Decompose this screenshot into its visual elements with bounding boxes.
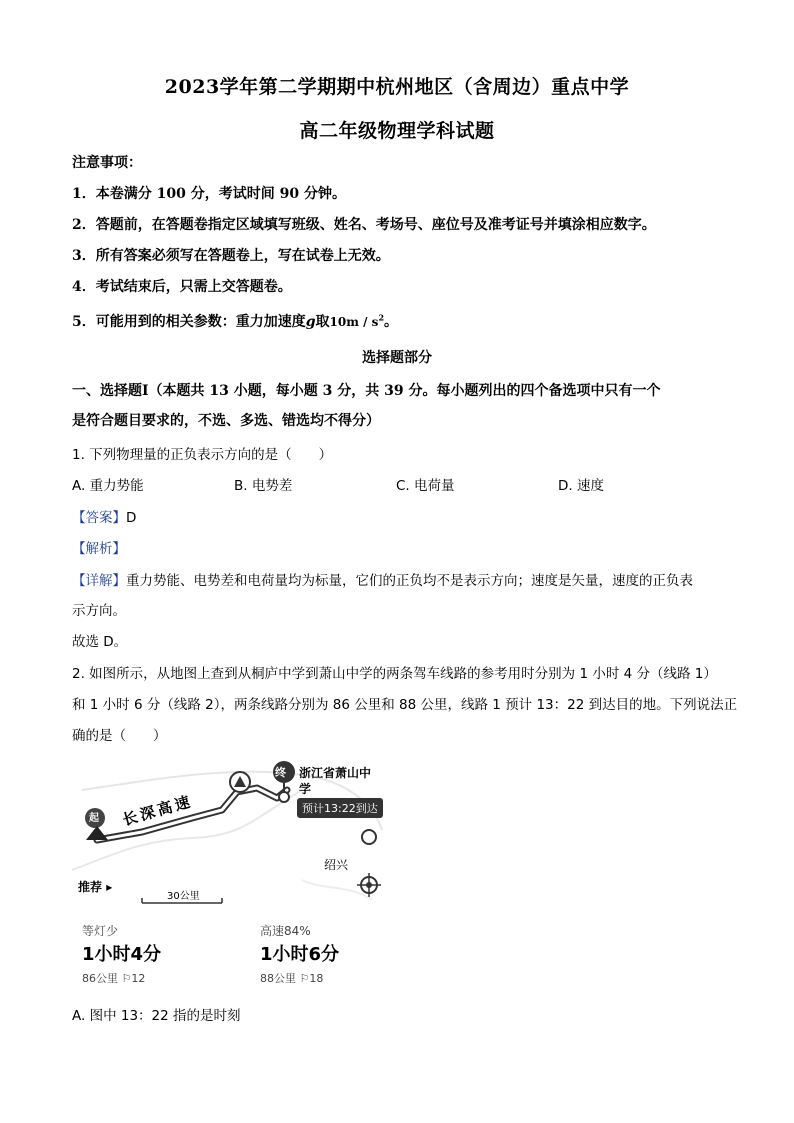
section-instruction-line2: 是符合题目要求的，不选、多选、错选均不得分） (72, 413, 380, 429)
route1-distance: 86公里 (82, 972, 118, 985)
route1-meta (82, 970, 145, 986)
recommend-label: 推荐 ▸ (78, 880, 113, 894)
route2-distance: 88公里 (260, 972, 296, 985)
note-item-4: 4．考试结束后，只需上交答题卷。 (72, 279, 292, 295)
traffic-light-icon: ⚐ (121, 972, 132, 985)
notes-heading: 注意事项： (72, 155, 142, 171)
highway-label: 长深高速 (120, 792, 195, 830)
gravity-symbol: g (305, 314, 316, 330)
destination-label-line1: 浙江省萧山中 (299, 766, 372, 780)
scale-label: 30公里 (167, 891, 200, 902)
q1-option-b: B. 电势差 (234, 478, 293, 494)
q1-option-a: A. 重力势能 (72, 478, 144, 494)
note-item-3: 3．所有答案必须写在答题卷上，写在试卷上无效。 (72, 248, 390, 264)
note-item-1: 1．本卷满分 100 分，考试时间 90 分钟。 (72, 186, 346, 202)
route1-lights: 12 (131, 972, 146, 985)
exam-title-line1: 2023学年第二学期期中杭州地区（含周边）重点中学 (164, 76, 630, 98)
traffic-light-icon: ⚐ (299, 972, 310, 985)
note-item-2: 2．答题前，在答题卷指定区域填写班级、姓名、考场号、座位号及准考证号并填涂相应数字。 (72, 217, 656, 233)
q1-conclusion: 故选 D。 (72, 634, 128, 650)
section-instruction-line1: 一、选择题Ⅰ（本题共 13 小题，每小题 3 分，共 39 分。每小题列出的四个备选项中只有一个 (72, 383, 661, 399)
map-svg (72, 760, 392, 910)
route2-tag: 高速84% (260, 924, 311, 938)
q2-stem-line3: 确的是（ ） (72, 728, 167, 744)
note-item-5-mid: 取 (315, 314, 330, 330)
route1-tag: 等灯少 (82, 924, 119, 938)
route1-time: 1小时4分 (82, 944, 162, 965)
note-item-5-suffix: 。 (384, 314, 399, 330)
route2-time: 1小时6分 (260, 944, 340, 965)
q2-stem-line1: 2. 如图所示，从地图上查到从桐庐中学到萧山中学的两条驾车线路的参考用时分别为 1 小时 4 分（线路 1） (72, 666, 717, 682)
start-marker: 起 (89, 813, 99, 824)
route2-meta (260, 970, 323, 986)
analysis-tag: 【解析】 (72, 541, 126, 557)
q2-option-a: A. 图中 13：22 指的是时刻 (72, 1008, 241, 1024)
q2-stem-line2: 和 1 小时 6 分（线路 2），两条线路分别为 86 公里和 88 公里，线路 1 预计 13：22 到达目的地。下列说法正 (72, 697, 738, 713)
answer-tag: 【答案】 (72, 510, 126, 526)
q1-detail-line1 (72, 569, 693, 589)
destination-label-line2: 学 (299, 782, 312, 796)
gravity-value: 10m / s (329, 315, 379, 329)
section-title: 选择题部分 (362, 350, 432, 366)
q1-option-d: D. 速度 (558, 478, 604, 494)
eta-badge: 预计13:22到达 (297, 798, 383, 818)
detail-text: 重力势能、电势差和电荷量均为标量，它们的正负均不是表示方向；速度是矢量，速度的正负表 (126, 573, 693, 589)
q1-answer (72, 506, 136, 526)
note-item-5-prefix: 5．可能用到的相关参数：重力加速度 (72, 314, 306, 330)
city-label: 绍兴 (324, 858, 349, 872)
answer-value: D (126, 510, 137, 526)
gravity-exponent: 2 (378, 312, 385, 323)
note-item-5 (72, 311, 398, 331)
q1-stem: 1. 下列物理量的正负表示方向的是（ ） (72, 447, 333, 463)
exam-title-line2: 高二年级物理学科试题 (299, 120, 495, 142)
route2-lights: 18 (309, 972, 324, 985)
q1-detail-line2: 示方向。 (72, 603, 126, 619)
end-marker: 终 (275, 766, 286, 779)
detail-tag: 【详解】 (72, 573, 126, 589)
route-map-figure (72, 760, 392, 990)
q1-option-c: C. 电荷量 (396, 478, 455, 494)
